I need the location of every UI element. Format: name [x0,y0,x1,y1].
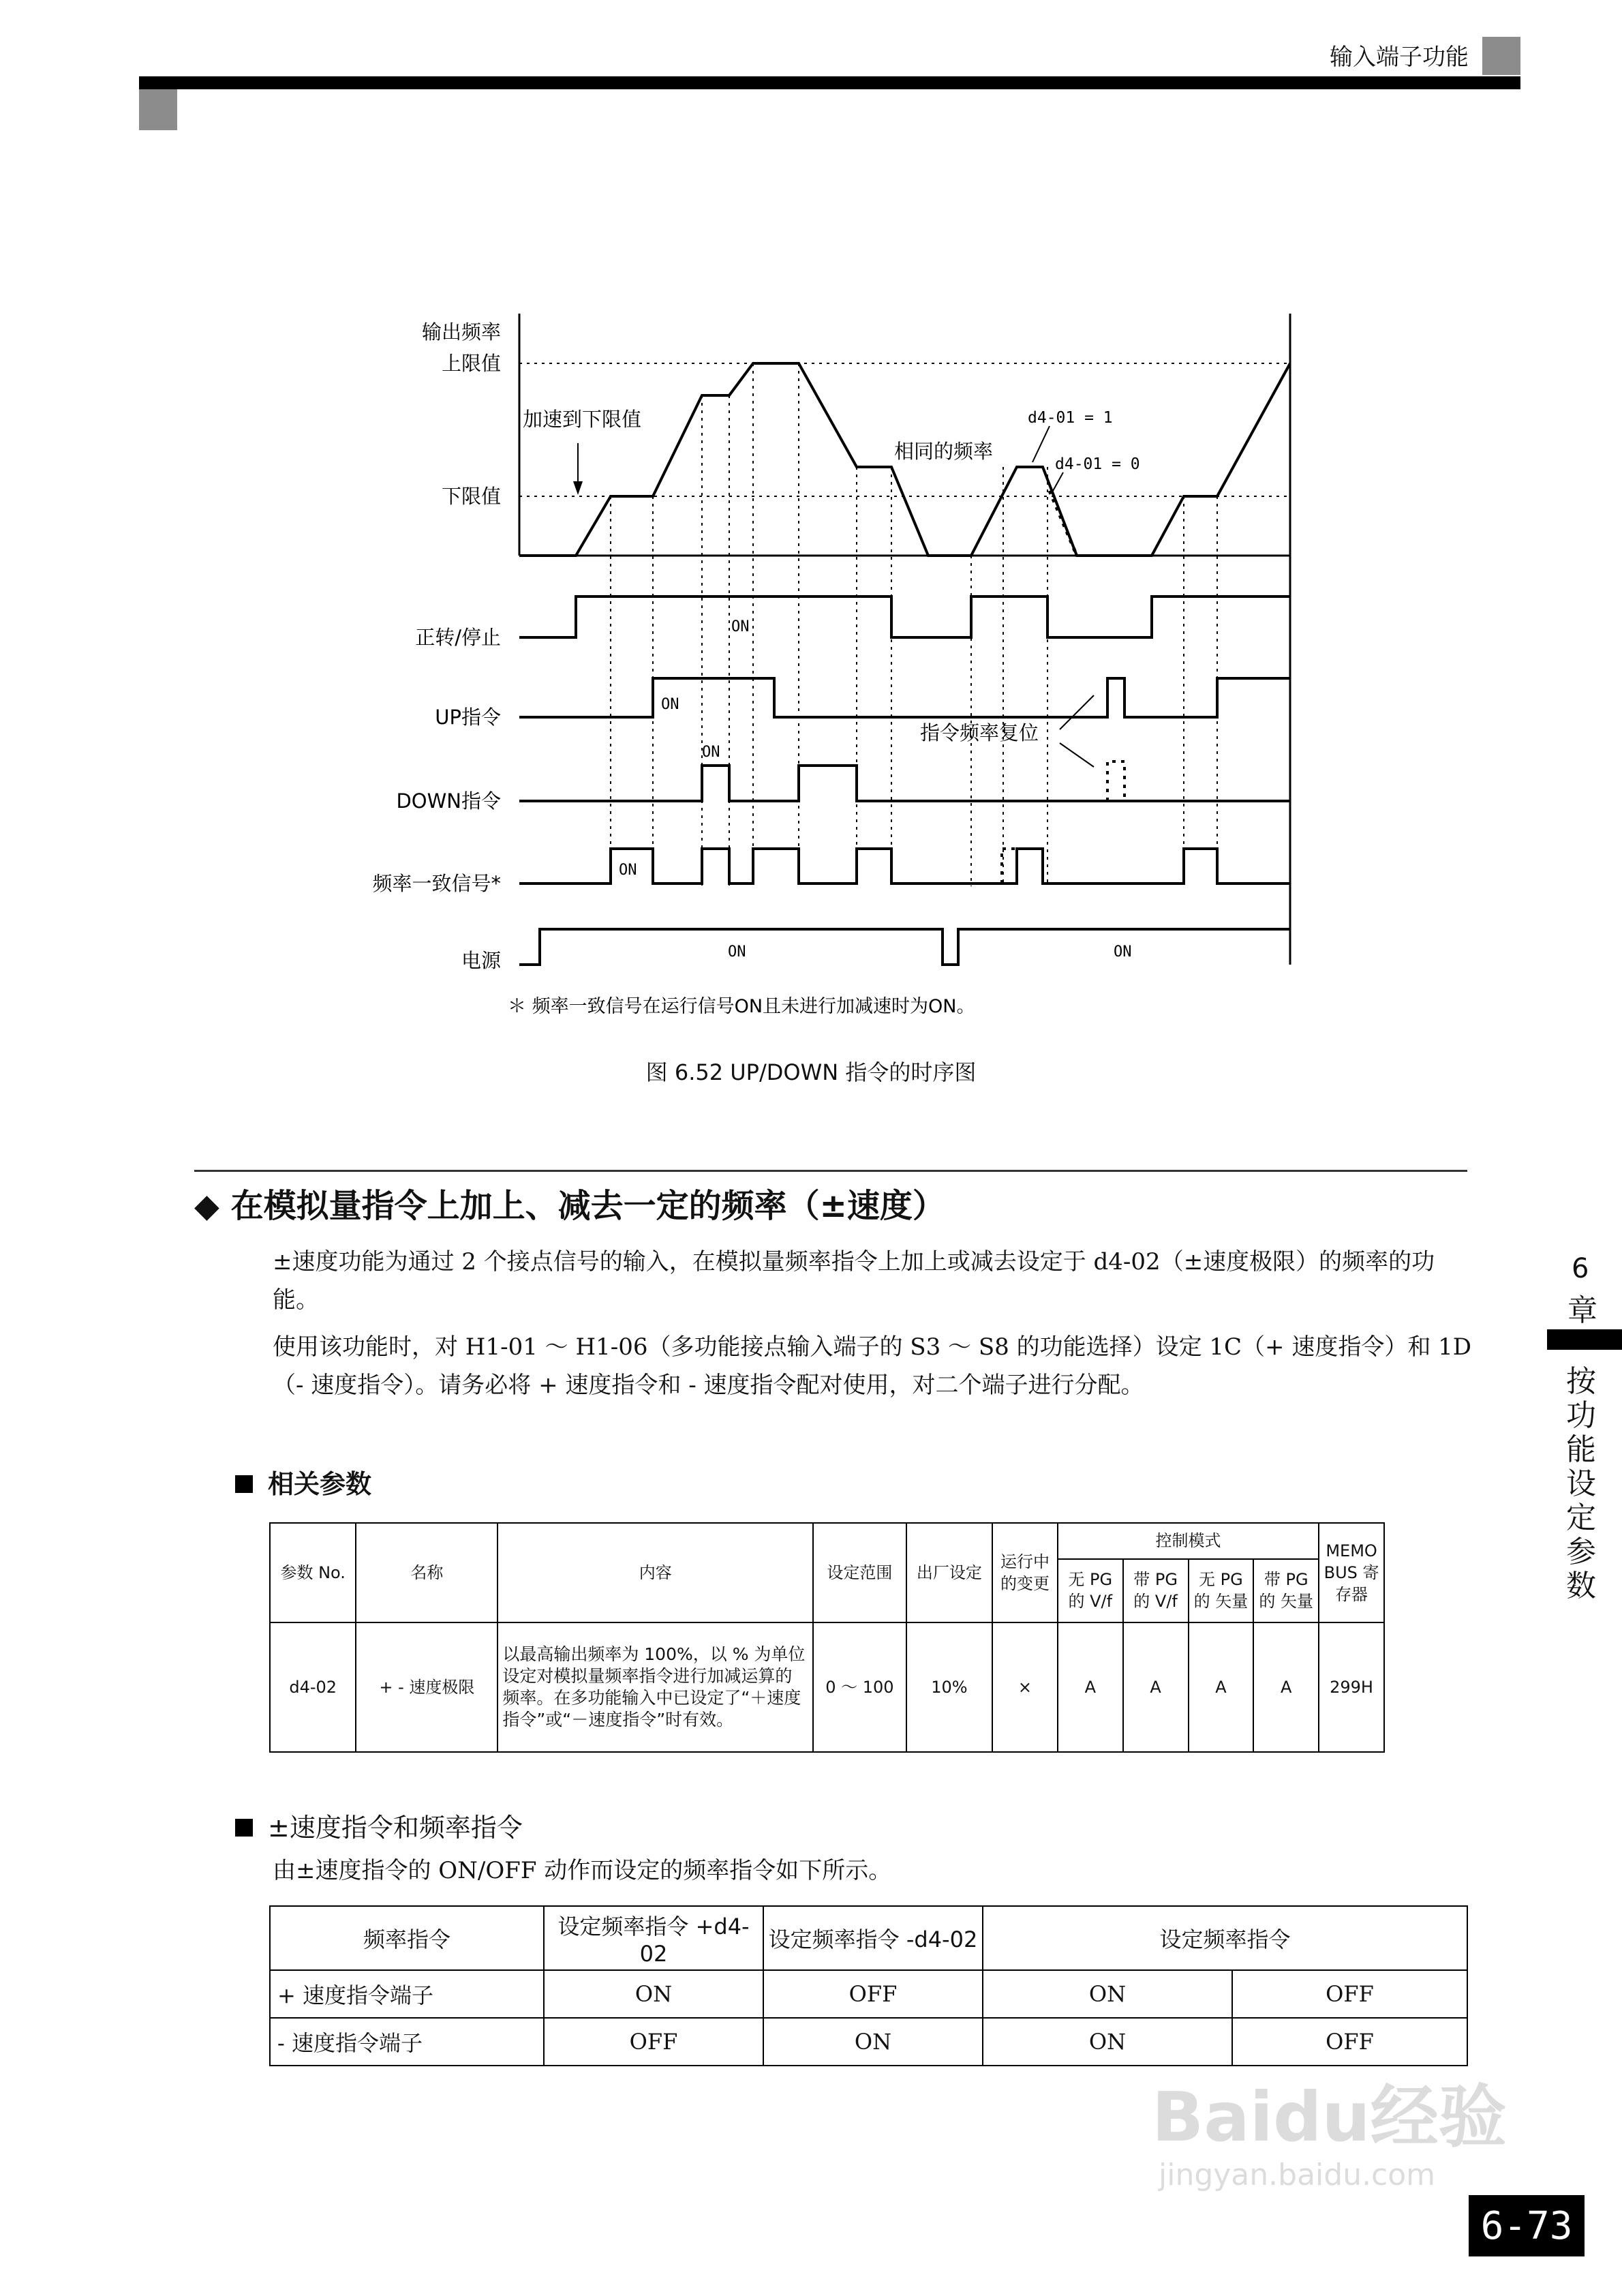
signal-on: ON [702,744,720,761]
cell-content: 以最高输出频率为 100%，以 % 为单位设定对模拟量频率指令进行加减运算的频率。在多功能输入中已设定了“＋速度指令”或“－速度指令”时有效。 [498,1622,813,1752]
freq-cell: OFF [1232,1970,1467,2018]
freq-cell: ON [763,2018,983,2066]
cell-range: 0 ～ 100 [813,1622,906,1752]
signal-label: 频率一致信号* [372,872,501,895]
same-freq-annotation: 相同的频率 [894,440,994,463]
side-bar [1547,1329,1622,1350]
page-number: 6-73 [1469,2195,1585,2256]
th-mode-4: 带 PG 的 矢量 [1253,1559,1319,1622]
cell-mode-1: A [1058,1622,1123,1752]
section-title: ◆ 在模拟量指令上加上、减去一定的频率（±速度） [194,1187,945,1225]
cell-no: d4-02 [270,1622,356,1752]
th-default: 出厂设定 [906,1523,992,1622]
freq-cell: - 速度指令端子 [270,2018,544,2066]
signal-on: ON [728,943,746,961]
freq-table [269,1905,1468,2066]
section-rule [194,1170,1467,1172]
cell-default: 10% [906,1622,992,1752]
chapter-number: 6 [1572,1253,1589,1284]
freq-th: 频率指令 [270,1906,544,1970]
freq-cell: ON [544,1970,763,2018]
freq-cell: OFF [1232,2018,1467,2066]
signal-label: UP指令 [435,706,501,729]
th-mode-2: 带 PG 的 V/f [1123,1559,1189,1622]
th-runtime: 运行中的变更 [992,1523,1058,1622]
reset-annotation: 指令频率复位 [920,721,1039,744]
freq-th: 设定频率指令 [983,1906,1467,1970]
lower-label: 下限值 [441,485,501,508]
freq-cell: OFF [544,2018,763,2066]
signal-on: ON [1114,943,1132,961]
th-memo: MEMO BUS 寄存器 [1319,1523,1384,1622]
axis-label: 输出频率 [421,320,501,344]
th-mode-3: 无 PG 的 矢量 [1189,1559,1254,1622]
upper-label: 上限值 [441,352,501,375]
th-mode: 控制模式 [1058,1523,1319,1559]
paragraph: ±速度功能为通过 2 个接点信号的输入，在模拟量频率指令上加上或减去设定于 d4-02（±速度极限）的频率的功能。 [273,1248,1435,1314]
bullet-square-icon [235,1819,253,1837]
th-mode-1: 无 PG 的 V/f [1058,1559,1123,1622]
chapter-label: 章 [1567,1293,1597,1328]
signal-label: 电源 [461,949,501,972]
accel-annotation: 加速到下限值 [523,408,642,431]
cell-mode-3: A [1189,1622,1254,1752]
freq-cell: OFF [763,1970,983,2018]
paragraph: 使用该功能时，对 H1-01 ～ H1-06（多功能接点输入端子的 S3 ～ S8 的功能选择）设定 1C（+ 速度指令）和 1D（- 速度指令）。请务必将 + 速度指令和 - 速度指令配对使用，对二个端子进行分配。 [273,1333,1472,1399]
freq-intro: 由±速度指令的 ON/OFF 动作而设定的频率指令如下所示。 [273,1857,892,1884]
th-content: 内容 [498,1523,813,1622]
th-range: 设定范围 [813,1523,906,1622]
cell-runtime: × [992,1622,1058,1752]
freq-th: 设定频率指令 -d4-02 [763,1906,983,1970]
th-name: 名称 [356,1523,498,1622]
table-row [270,1970,1467,2018]
freq-cell: + 速度指令端子 [270,1970,544,2018]
header-title: 输入端子功能 [1330,44,1469,71]
svg-text:jingyan.baidu.com: jingyan.baidu.com [1159,2158,1436,2192]
svg-text:Baidu经验: Baidu经验 [1152,2077,1507,2157]
freq-th: 设定频率指令 +d4-02 [544,1906,763,1970]
timing-diagram [0,0,1622,1050]
th-no: 参数 No. [270,1523,356,1622]
cell-mode-4: A [1253,1622,1319,1752]
figure-caption: 图 6.52 UP/DOWN 指令的时序图 [645,1059,977,1085]
params-heading: 相关参数 [235,1463,371,1500]
d4-0-annotation: d4-01 = 0 [1055,455,1140,473]
footnote: ＊ 频率一致信号在运行信号ON且未进行加减速时为ON。 [508,996,975,1017]
signal-on: ON [619,862,637,879]
freq-cell: ON [983,2018,1232,2066]
cell-name: + - 速度极限 [356,1622,498,1752]
signal-label: 正转/停止 [415,626,501,649]
chapter-title: 按功能设定参数 [1566,1364,1596,1603]
cell-memo: 299H [1319,1622,1384,1752]
cell-mode-2: A [1123,1622,1189,1752]
freq-heading: ±速度指令和频率指令 [235,1807,523,1844]
baidu-watermark-logo [1145,2059,1540,2195]
signal-label: DOWN指令 [396,789,501,813]
freq-cell: ON [983,1970,1232,2018]
signal-on: ON [661,696,679,713]
signal-on: ON [731,618,750,635]
bullet-square-icon [235,1475,253,1493]
params-table [269,1522,1385,1753]
d4-1-annotation: d4-01 = 1 [1028,409,1113,427]
